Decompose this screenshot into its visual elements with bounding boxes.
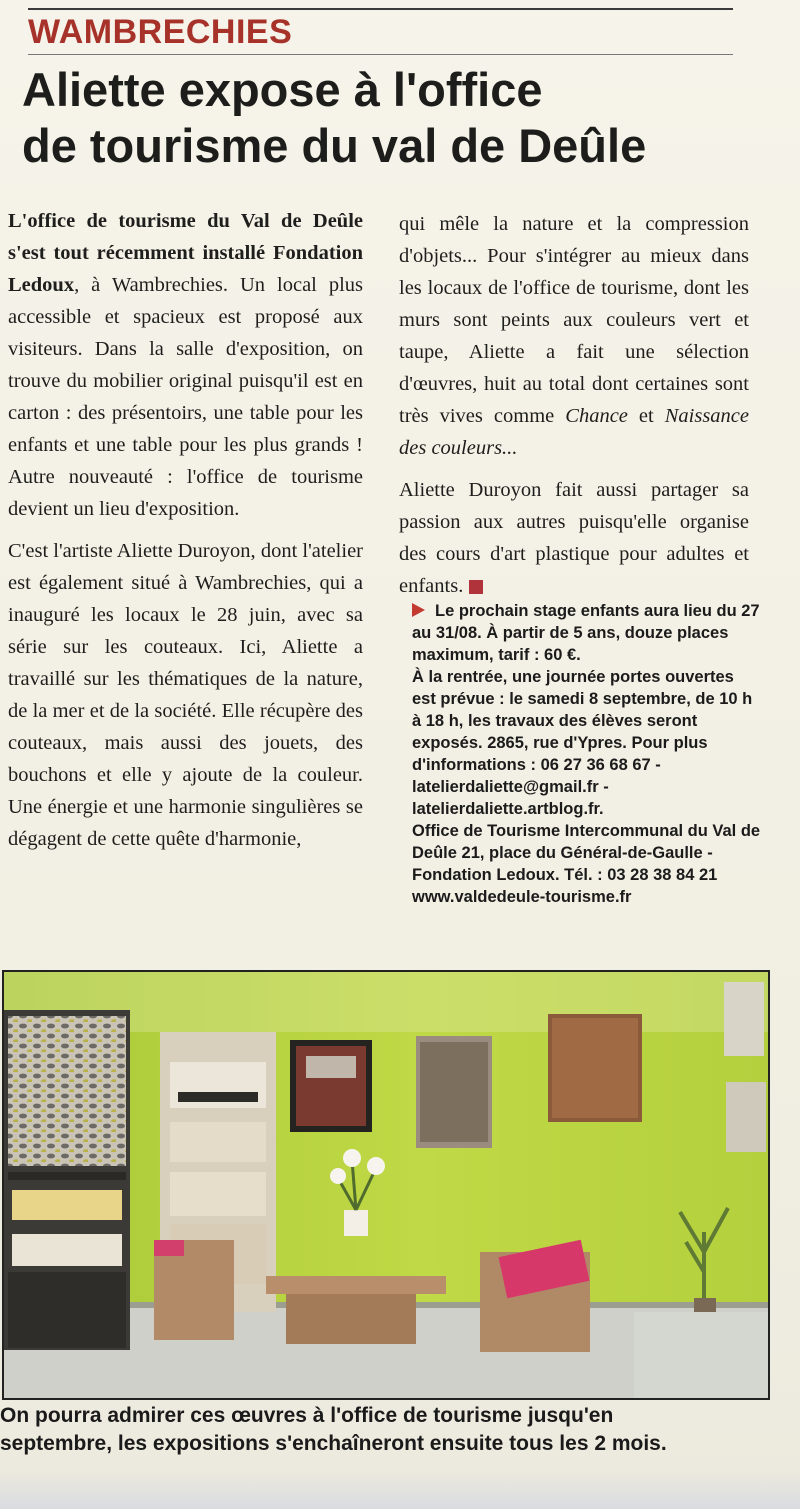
practical-info-box bbox=[412, 600, 762, 908]
info-paragraph: Office de Tourisme Intercommunal du Val de Deûle 21, place du Général-de-Gaulle - Fondation Ledoux. Tél. : 03 28 38 84 21 bbox=[412, 822, 761, 884]
article-paragraph bbox=[399, 474, 749, 602]
info-paragraph bbox=[412, 600, 762, 666]
caption-line-2: septembre, les expositions s'enchaîneront ensuite tous les 2 mois. bbox=[0, 1432, 667, 1455]
rubric-label: WAMBRECHIES bbox=[28, 13, 293, 51]
end-mark-icon bbox=[469, 580, 483, 594]
exhibition-room-illustration bbox=[4, 972, 768, 1398]
triangle-bullet-icon bbox=[412, 603, 425, 617]
headline-line-2: de tourisme du val de Deûle bbox=[22, 119, 647, 172]
lead-place: Fondation Ledoux bbox=[8, 242, 363, 296]
info-paragraph: À la rentrée, une journée portes ouvertes est prévue : le samedi 8 septembre, de 10 h à 18 h, les travaux des élèves seront exposés. 2865, rue d'Ypres. Pour plus d'informations : 06 27 36 68 67 - latelierdaliette@gmail.fr - latelierdaliette.artblog.fr. bbox=[412, 668, 753, 818]
article-paragraph: C'est l'artiste Aliette Duroyon, dont l'atelier est également situé à Wambrechies, qui a inauguré les locaux le 28 juin, avec sa série sur les couteaux. Ici, Aliette a travaillé sur les thématiques de la nature, de la mer et de la société. Elle récupère des couteaux, mais aussi des jouets, des bouchons et elle y ajoute de la couleur. Une énergie et une harmonie singulières se dégagent de cette quête d'harmonie, bbox=[8, 540, 363, 850]
section-rubric bbox=[28, 10, 733, 55]
artwork-title: Chance bbox=[565, 405, 628, 427]
artwork-title: Naissance des couleurs... bbox=[399, 405, 749, 459]
photo-caption bbox=[0, 1402, 790, 1458]
lead-text: L'office de tourisme du Val de Deûle s'est tout récemment installé bbox=[8, 210, 363, 264]
article-paragraph bbox=[399, 208, 749, 464]
headline-line-1: Aliette expose à l'office bbox=[22, 63, 543, 116]
caption-line-1: On pourra admirer ces œuvres à l'office de tourisme jusqu'en bbox=[0, 1404, 614, 1427]
headline bbox=[22, 62, 762, 174]
paragraph-text: , à Wambrechies. Un local plus accessible et spacieux est proposé aux visiteurs. Dans la salle d'exposition, on trouve du mobilier original puisqu'il est en carton : des présentoirs, une table pour les enfants et une table pour les plus grands ! Autre nouveauté : l'office de tourisme devient un lieu d'exposition. bbox=[8, 274, 363, 520]
article-paragraph bbox=[8, 205, 363, 525]
paragraph-text: qui mêle la nature et la compression d'objets... Pour s'intégrer au mieux dans les locaux de l'office de tourisme, dont les murs sont peints aux couleurs vert et taupe, Aliette a fait une sélection d'œuvres, huit au total dont certaines sont très vives comme bbox=[399, 213, 749, 427]
paragraph-text: Aliette Duroyon fait aussi partager sa passion aux autres puisqu'elle organise des cours d'art plastique pour adultes et enfants. bbox=[399, 479, 749, 597]
article-column-1 bbox=[8, 205, 363, 865]
exhibition-photo bbox=[2, 970, 770, 1400]
page-bottom-edge bbox=[0, 1470, 800, 1509]
article-column-2 bbox=[399, 208, 749, 612]
info-text: Le prochain stage enfants aura lieu du 27 au 31/08. À partir de 5 ans, douze places maximum, tarif : 60 €. bbox=[412, 602, 760, 664]
conjunction: et bbox=[638, 405, 654, 427]
info-website: www.valdedeule-tourisme.fr bbox=[412, 888, 632, 906]
